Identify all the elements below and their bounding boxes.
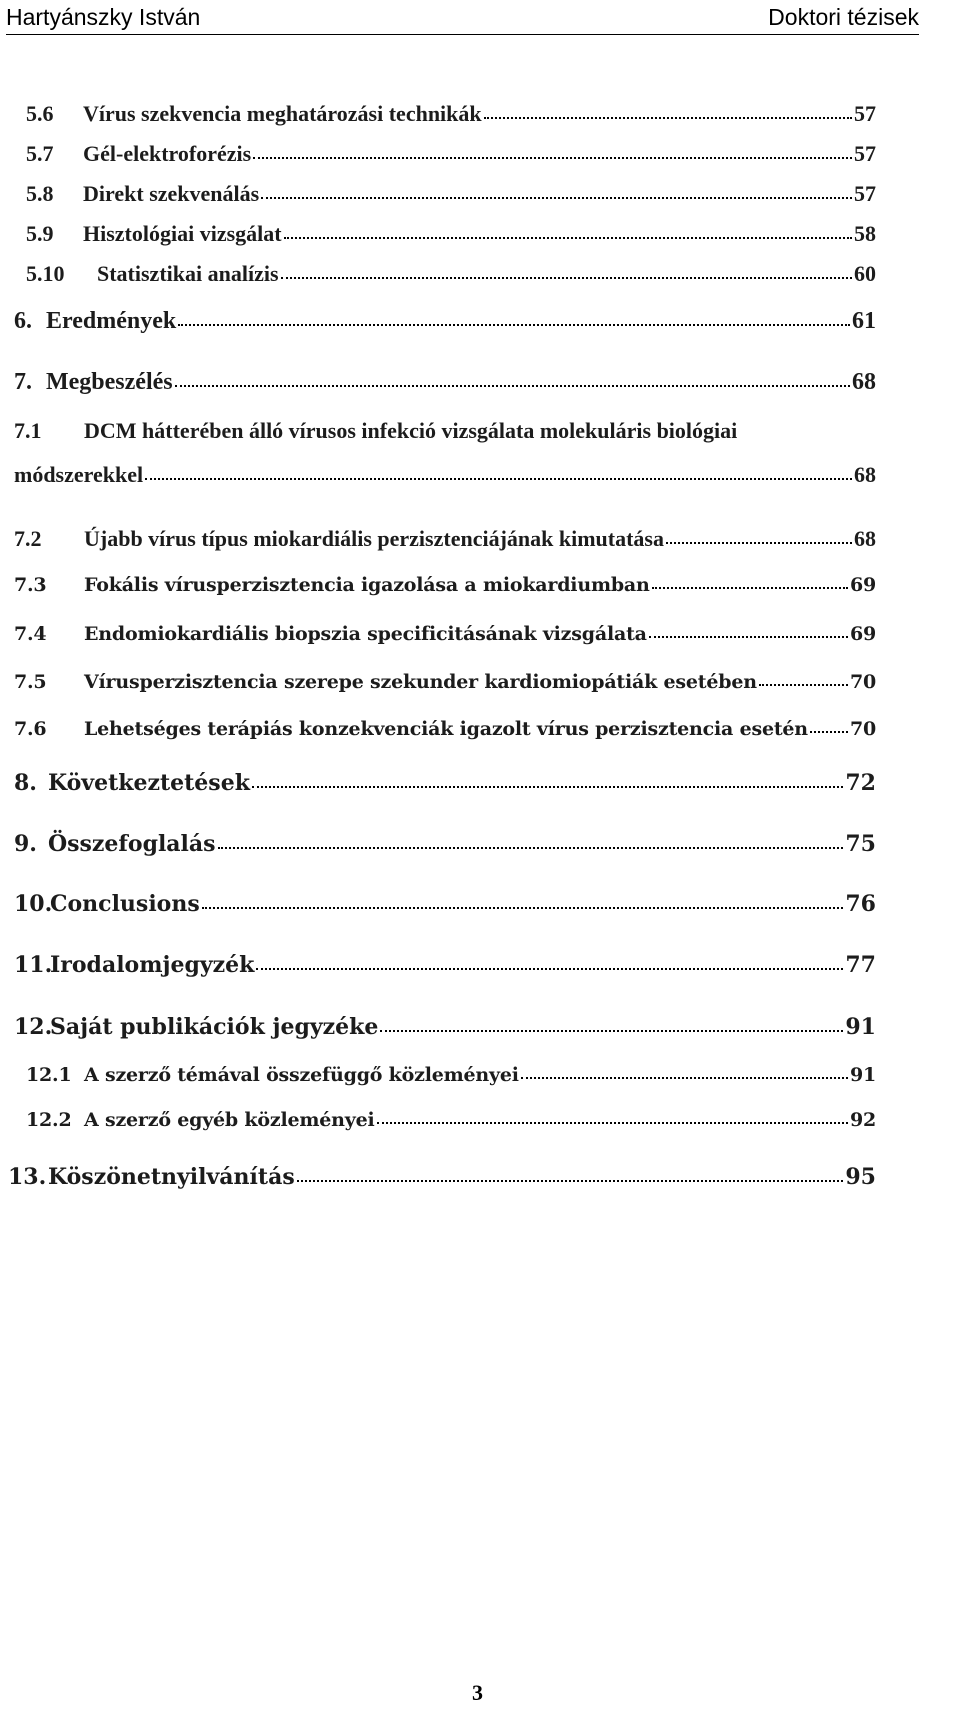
toc-entry-title: Újabb vírus típus miokardiális perzisztenciájának kimutatása <box>84 526 664 551</box>
toc-entry-title: A szerző egyéb közleményei <box>84 1109 375 1131</box>
toc-entry[interactable] <box>14 891 876 917</box>
toc-entry-number: 8. <box>14 770 37 796</box>
toc-entry[interactable] <box>26 261 876 287</box>
toc-entry[interactable] <box>14 623 876 645</box>
toc-entry-page: 75 <box>845 831 876 857</box>
toc-leader-dots <box>649 634 848 638</box>
toc-entry-number: 5.9 <box>26 221 54 246</box>
toc-entry-title: A szerző témával összefüggő közleményei <box>84 1064 519 1086</box>
toc-entry-title: Összefoglalás <box>48 831 216 857</box>
toc-entry[interactable] <box>26 221 876 247</box>
toc-entry-page: 57 <box>854 141 876 166</box>
toc-entry-number: 7.3 <box>14 574 47 596</box>
toc-entry-title: Direkt szekvenálás <box>83 181 260 206</box>
toc-entry-page: 91 <box>849 1064 876 1086</box>
toc-entry[interactable] <box>14 369 876 396</box>
header-doc-title: Doktori tézisek <box>768 4 919 30</box>
toc-entry-title: Lehetséges terápiás konzekvenciák igazolt vírus perzisztencia esetén <box>84 718 808 740</box>
page-header <box>6 4 919 35</box>
toc-entry-title: Conclusions <box>50 891 200 917</box>
toc-leader-dots <box>284 235 852 239</box>
toc-entry-page: 72 <box>845 770 876 796</box>
toc-entry-number: 7.2 <box>14 526 42 551</box>
toc-leader-dots <box>759 682 848 686</box>
toc-leader-dots <box>281 275 852 279</box>
toc-entry-number: 7.5 <box>14 671 47 693</box>
toc-entry-number: 7. <box>14 369 32 395</box>
toc-leader-dots <box>261 195 852 199</box>
toc-entry-page: 91 <box>845 1014 876 1040</box>
toc-entry[interactable] <box>14 308 876 335</box>
toc-entry[interactable] <box>14 418 876 488</box>
toc-leader-dots <box>377 1120 848 1124</box>
toc-leader-dots <box>178 322 850 326</box>
toc-entry-title: Gél-elektroforézis <box>83 141 252 166</box>
toc-entry-title: Megbeszélés <box>46 369 173 395</box>
toc-entry-title: Fokális vírusperzisztencia igazolása a miokardiumban <box>84 574 650 596</box>
toc-entry[interactable] <box>26 1109 876 1131</box>
toc-entry-number: 7.1 <box>14 418 42 443</box>
toc-entry-page: 70 <box>849 671 876 693</box>
toc-entry-title: Köszönetnyilvánítás <box>48 1164 295 1190</box>
toc-entry[interactable] <box>14 574 876 596</box>
toc-entry-page: 68 <box>852 369 876 395</box>
toc-leader-dots <box>145 476 852 480</box>
page-number: 3 <box>472 1680 483 1705</box>
toc-leader-dots <box>297 1178 844 1182</box>
toc-entry-title: Endomiokardiális biopszia specificitásának vizsgálata <box>84 623 647 645</box>
toc-entry-page: 57 <box>854 101 876 126</box>
toc-leader-dots <box>521 1075 848 1079</box>
toc-entry-number: 10. <box>14 891 53 917</box>
toc-entry-title: Statisztikai analízis <box>97 261 279 286</box>
toc-entry-number: 5.10 <box>26 261 65 286</box>
toc-entry-page: 68 <box>854 526 876 551</box>
toc-entry-page: 60 <box>854 261 876 286</box>
toc-entry-number: 11. <box>14 952 53 978</box>
toc-leader-dots <box>652 585 848 589</box>
toc-entry[interactable] <box>26 101 876 127</box>
toc-entry-title: Következtetések <box>48 770 250 796</box>
toc-entry-number: 5.6 <box>26 101 54 126</box>
toc-entry[interactable] <box>26 141 876 167</box>
toc-entry-number: 9. <box>14 831 37 857</box>
toc-leader-dots <box>175 383 850 387</box>
toc-entry[interactable] <box>14 831 876 857</box>
toc-entry-number: 12. <box>14 1014 53 1040</box>
toc-entry-title: DCM hátterében álló vírusos infekció vizsgálata molekuláris biológiai <box>84 418 738 443</box>
toc-entry-page: 69 <box>849 574 876 596</box>
toc-entry-number: 6. <box>14 308 32 334</box>
toc-leader-dots <box>256 966 843 970</box>
toc-entry-title-continued: módszerekkel <box>14 462 144 487</box>
toc-entry-page: 57 <box>854 181 876 206</box>
toc-leader-dots <box>666 540 852 544</box>
toc-entry-title: Eredmények <box>46 308 177 334</box>
toc-leader-dots <box>484 115 852 119</box>
toc-entry-page: 58 <box>854 221 876 246</box>
toc-entry[interactable] <box>14 526 876 552</box>
toc-entry-page: 95 <box>845 1164 876 1190</box>
toc-entry-page: 76 <box>845 891 876 917</box>
toc-entry-title: Vírusperzisztencia szerepe szekunder kardiomiopátiák esetében <box>84 671 757 693</box>
toc-entry[interactable] <box>14 1014 876 1040</box>
toc-entry-number: 12.1 <box>26 1064 72 1086</box>
toc-entry[interactable] <box>26 181 876 207</box>
toc-entry-page: 68 <box>854 462 876 487</box>
toc-entry[interactable] <box>14 770 876 796</box>
toc-leader-dots <box>202 905 844 909</box>
toc-entry-number: 12.2 <box>26 1109 72 1131</box>
toc-entry-page: 69 <box>849 623 876 645</box>
toc-entry-number: 5.8 <box>26 181 54 206</box>
toc-entry-title: Vírus szekvencia meghatározási technikák <box>83 101 482 126</box>
toc-entry[interactable] <box>26 1064 876 1086</box>
toc-entry-title: Saját publikációk jegyzéke <box>50 1014 379 1040</box>
toc-entry-page: 70 <box>849 718 876 740</box>
toc-entry[interactable] <box>14 718 876 740</box>
toc-entry-number: 7.4 <box>14 623 47 645</box>
toc-entry-page: 61 <box>852 308 876 334</box>
toc-entry-number: 13. <box>8 1164 47 1190</box>
toc-leader-dots <box>252 784 843 788</box>
toc-entry-page: 77 <box>845 952 876 978</box>
toc-entry-number: 7.6 <box>14 718 47 740</box>
toc-entry[interactable] <box>8 1164 876 1190</box>
toc-entry-number: 5.7 <box>26 141 54 166</box>
header-author: Hartyánszky István <box>6 4 201 30</box>
toc-entry[interactable] <box>14 952 876 978</box>
toc-entry-page: 92 <box>849 1109 876 1131</box>
toc-entry-title: Hisztológiai vizsgálat <box>83 221 282 246</box>
toc-leader-dots <box>253 155 852 159</box>
toc-entry-title: Irodalomjegyzék <box>50 952 255 978</box>
toc-leader-dots <box>380 1028 843 1032</box>
toc-leader-dots <box>218 845 844 849</box>
toc-leader-dots <box>810 729 848 733</box>
toc-entry[interactable] <box>14 671 876 693</box>
